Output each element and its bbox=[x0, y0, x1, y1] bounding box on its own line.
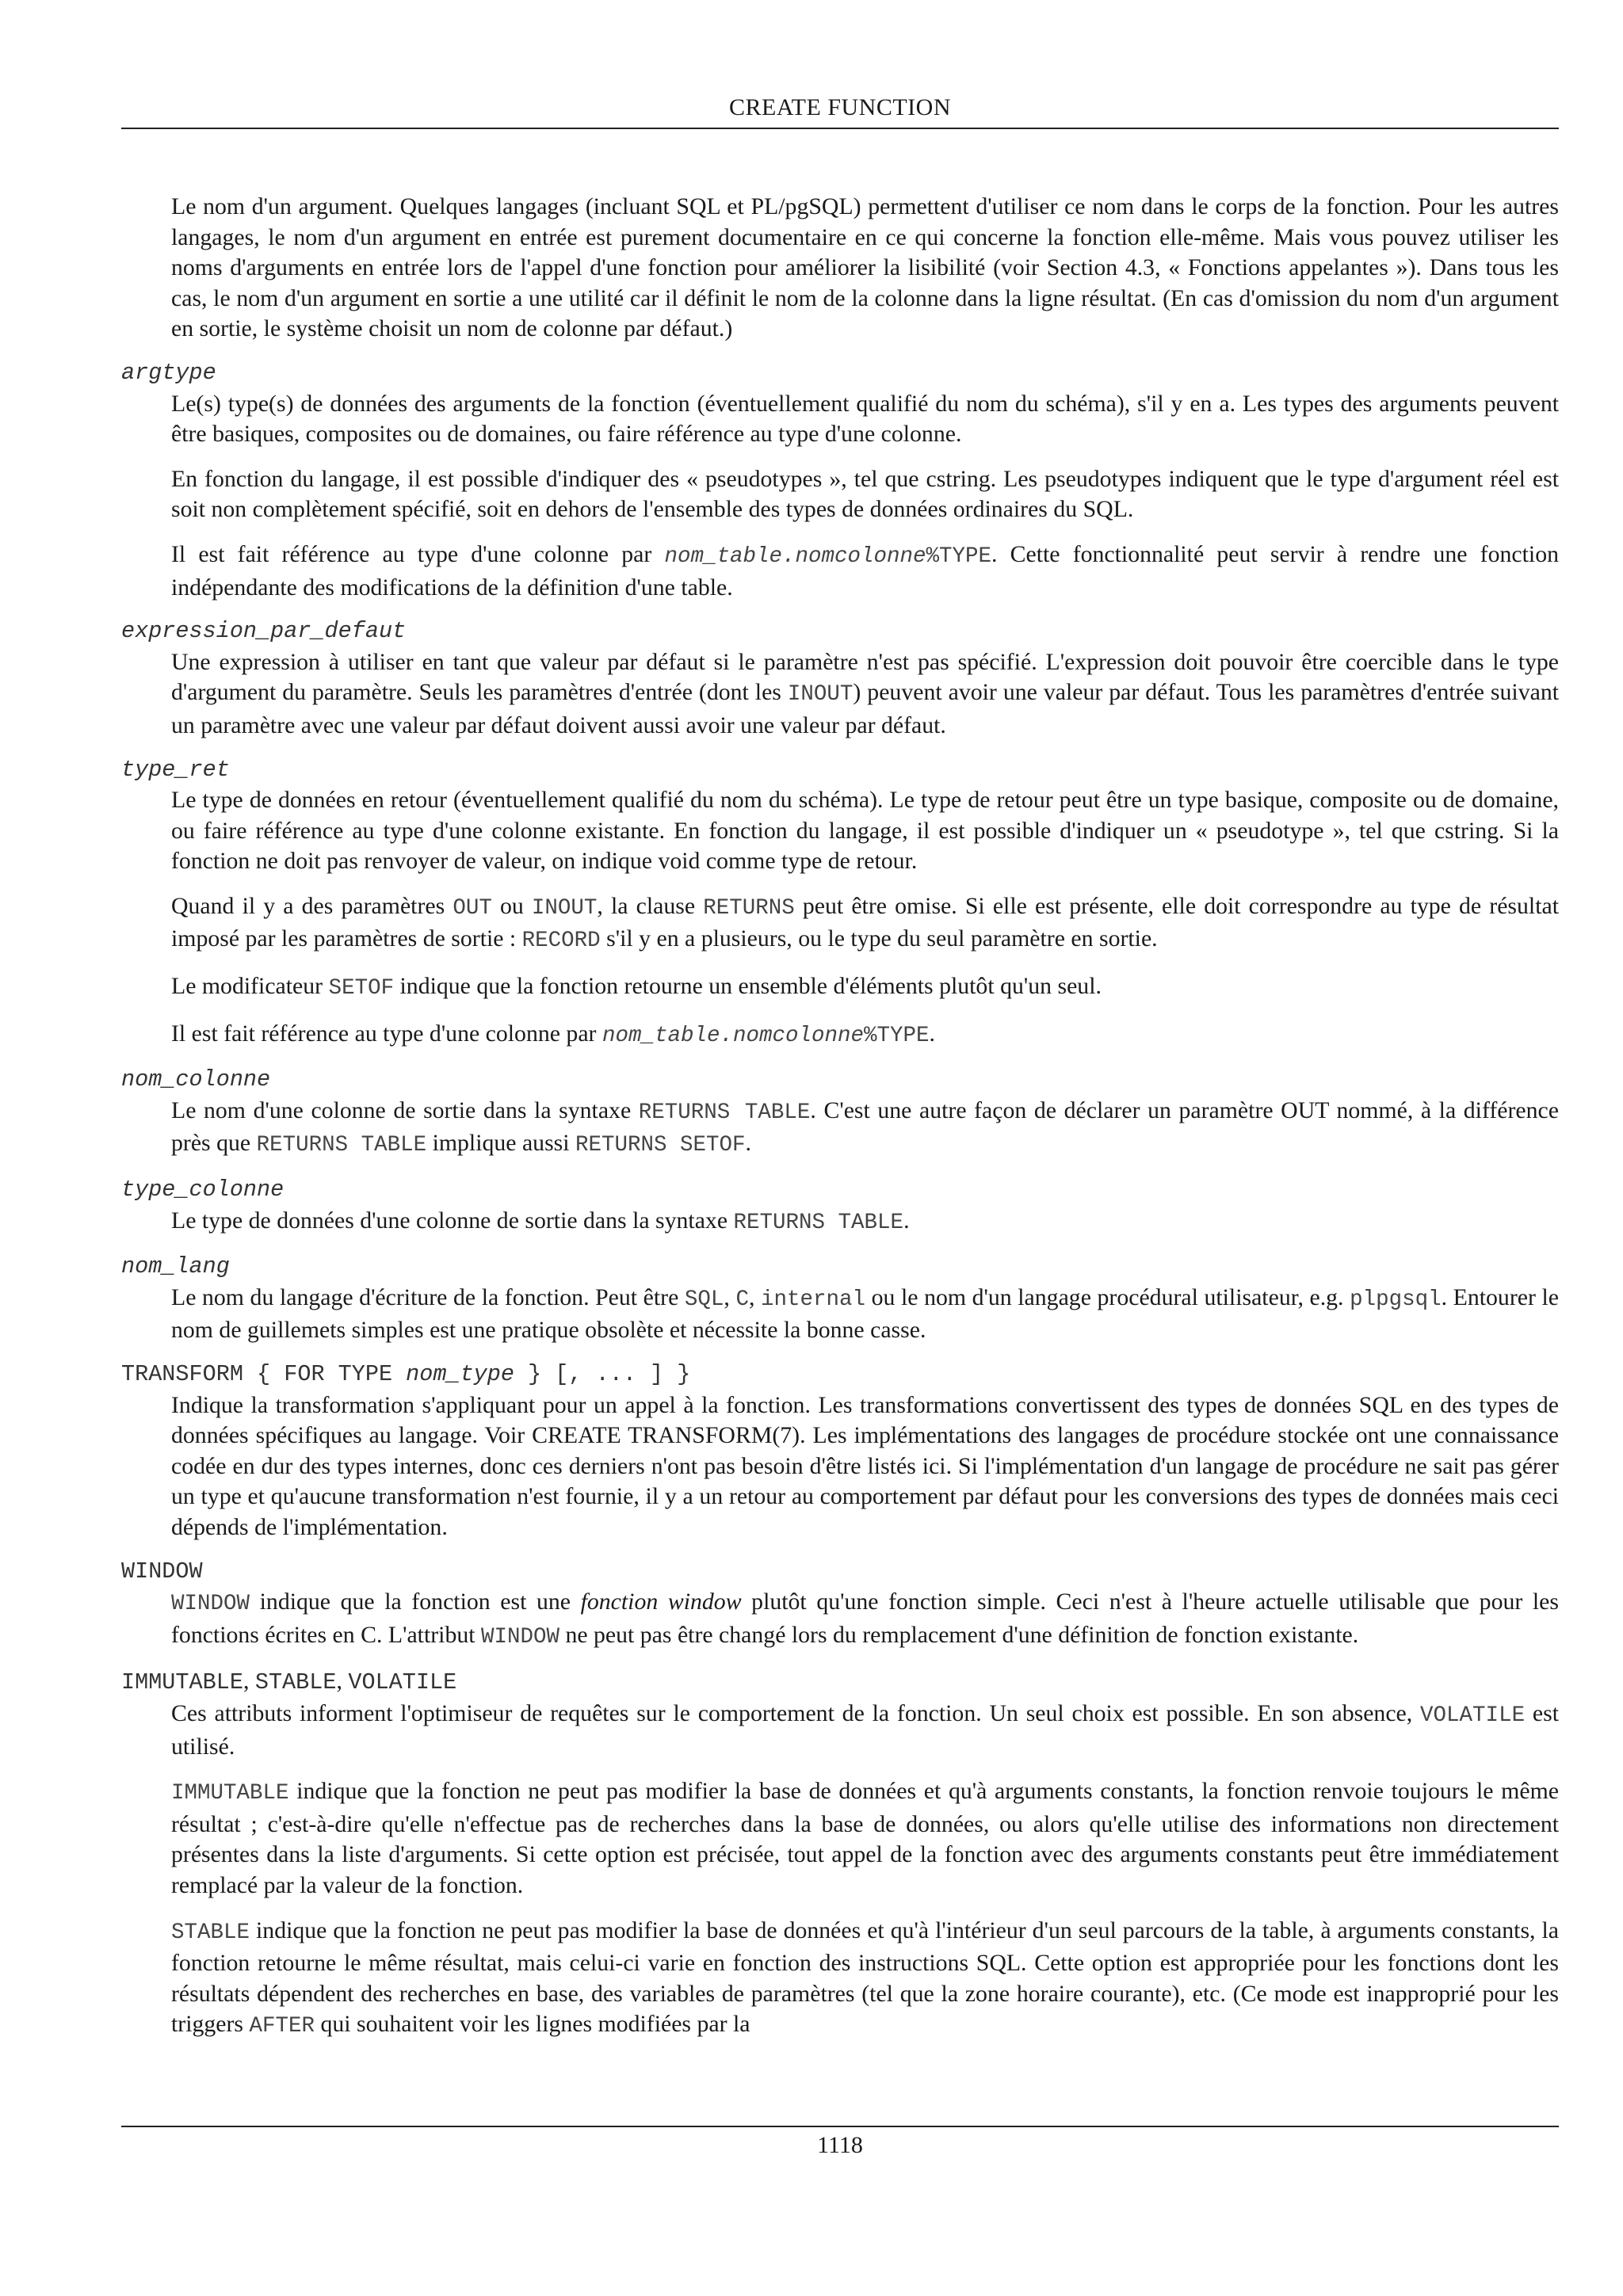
term-nom-lang: nom_lang bbox=[121, 1253, 230, 1280]
paragraph: Quand il y a des paramètres OUT ou INOUT, la clause RETURNS peut être omise. Si elle est présente, elle doit correspondre au type de résultat imposé par les paramètres de sortie : RECORD s'il y en a plusieurs, ou le type du seul paramètre en sortie. bbox=[171, 892, 1559, 954]
page-header: CREATE FUNCTION bbox=[728, 94, 951, 120]
inline-code: RETURNS TABLE bbox=[733, 1210, 904, 1235]
inline-code: INOUT bbox=[531, 895, 598, 921]
page-number: 1118 bbox=[817, 2132, 863, 2158]
term-type-ret: type_ret bbox=[121, 756, 230, 783]
inline-code: AFTER bbox=[249, 2014, 315, 2039]
definition-nom-lang bbox=[171, 1283, 1559, 1346]
paragraph: Le type de données d'une colonne de sortie dans la syntaxe RETURNS TABLE. bbox=[171, 1207, 910, 1235]
inline-code: IMMUTABLE bbox=[171, 1781, 289, 1806]
term-nom-colonne: nom_colonne bbox=[121, 1066, 271, 1093]
term-window: WINDOW bbox=[121, 1558, 203, 1585]
paragraph: Le modificateur SETOF indique que la fonction retourne un ensemble d'éléments plutôt qu'un seul. bbox=[171, 973, 1102, 1001]
term-transform: TRANSFORM { FOR TYPE nom_type } [, ... ] } bbox=[121, 1361, 691, 1387]
inline-code: RETURNS bbox=[703, 895, 795, 921]
inline-code: nom_table.nomcolonne%TYPE bbox=[664, 543, 992, 569]
inline-code: RETURNS TABLE bbox=[256, 1133, 427, 1158]
inline-code: RETURNS TABLE bbox=[638, 1100, 811, 1125]
paragraph: Le(s) type(s) de données des arguments de la fonction (éventuellement qualifié du nom du schéma), s'il y en a. Les types des arguments peuvent être basiques, composites ou de domaines, ou faire référence au type d'une colonne. bbox=[171, 390, 1559, 448]
paragraph: Il est fait référence au type d'une colonne par nom_table.nomcolonne%TYPE. bbox=[171, 1020, 935, 1048]
footer-rule bbox=[121, 2126, 1559, 2127]
definition-nom-colonne bbox=[171, 1096, 1559, 1161]
emphasis: fonction window bbox=[580, 1589, 742, 1615]
definition-type-colonne bbox=[171, 1206, 1559, 1239]
paragraph: Il est fait référence au type d'une colonne par nom_table.nomcolonne%TYPE. Cette fonctionnalité peut servir à rendre une fonction indépendante des modifications de la définition d'une table. bbox=[171, 540, 1559, 601]
definition-volatility bbox=[171, 1699, 1559, 2042]
inline-code: WINDOW bbox=[171, 1592, 250, 1617]
paragraph: STABLE indique que la fonction ne peut pas modifier la base de données et qu'à l'intérieur d'un seul parcours de la table, à arguments constants, la fonction retourne le même résultat, mais celui-ci varie en fonction des instructions SQL. Cette option est appropriée pour les fonctions dont les résultats dépendent des recherches en base, des variables de paramètres (tel que la zone horaire courante), etc. (Ce mode est inapproprié pour les triggers AFTER qui souhaitent voir les lignes modifiées par la bbox=[171, 1917, 1559, 2039]
definition-expression-par-defaut bbox=[171, 647, 1559, 742]
definition-type-ret bbox=[171, 785, 1559, 1051]
inline-code: SQL bbox=[684, 1287, 724, 1312]
inline-code: RECORD bbox=[521, 929, 601, 954]
paragraph: IMMUTABLE indique que la fonction ne peut pas modifier la base de données et qu'à arguments constants, la fonction renvoie toujours le même résultat ; c'est-à-dire qu'elle n'effectue pas de recherches dans la base de données, ou alors qu'elle utilise des informations non directement présentes dans la liste d'arguments. Si cette option est précisée, tout appel de la fonction avec des arguments constants peut être immédiatement remplacé par la valeur de la fonction. bbox=[171, 1778, 1559, 1898]
paragraph: Le nom d'un argument. Quelques langages (incluant SQL et PL/pgSQL) permettent d'utiliser ce nom dans le corps de la fonction. Pour les autres langages, le nom d'un argument en entrée est purement documentaire en ce qui concerne la fonction elle-même. Mais vous pouvez utiliser les noms d'arguments en entrée lors de l'appel d'une fonction pour améliorer la lisibilité (voir Section 4.3, « Fonctions appelantes »). Dans tous les cas, le nom d'un argument en sortie a une utilité car il définit le nom de la colonne dans la ligne résultat. (En cas d'omission du nom d'un argument en sortie, le système choisit un nom de colonne par défaut.) bbox=[171, 193, 1559, 342]
term-expression-par-defaut: expression_par_defaut bbox=[121, 618, 407, 645]
page-content bbox=[121, 192, 1559, 2042]
definition-argtype bbox=[171, 389, 1559, 604]
paragraph: Le nom du langage d'écriture de la fonction. Peut être SQL, C, internal ou le nom d'un langage procédural utilisateur, e.g. plpgsql. Entourer le nom de guillemets simples est une pratique obsolète et nécessite la bonne casse. bbox=[171, 1283, 1559, 1344]
paragraph: Le type de données en retour (éventuellement qualifié du nom du schéma). Le type de retour peut être un type basique, composite ou de domaine, ou faire référence au type d'une colonne existante. En fonction du langage, il est possible d'indiquer un « pseudotype », tel que cstring. Si la fonction ne doit pas renvoyer de valeur, on indique void comme type de retour. bbox=[171, 787, 1559, 875]
inline-code: SETOF bbox=[328, 976, 395, 1001]
inline-code: STABLE bbox=[171, 1920, 250, 1945]
term-volatility: IMMUTABLE, STABLE, VOLATILE bbox=[121, 1668, 457, 1696]
inline-code: RETURNS SETOF bbox=[575, 1133, 746, 1158]
inline-code: WINDOW bbox=[480, 1624, 559, 1650]
paragraph: Indique la transformation s'appliquant pour un appel à la fonction. Les transformations convertissent des types de données SQL en des types de données spécifiques au langage. Voir CREATE TRANSFORM(7). Les implémentations des langages de procédure stockée ont une connaissance codée en dur des types internes, donc ces derniers n'ont pas besoin d'être listés ici. Si l'implémentation d'un langage de procédure ne sait pas gérer un type et qu'aucune transformation n'est fournie, il y a un retour au comportement par défaut pour les conversions des types de données mais ceci dépends de l'implémentation. bbox=[171, 1391, 1559, 1540]
definition-window bbox=[171, 1587, 1559, 1653]
paragraph: En fonction du langage, il est possible d'indiquer des « pseudotypes », tel que cstring. Les pseudotypes indiquent que le type d'argument réel est soit non complètement spécifié, soit en dehors de l'ensemble des types de données ordinaires du SQL. bbox=[171, 465, 1559, 523]
term-type-colonne: type_colonne bbox=[121, 1177, 285, 1203]
inline-code: C bbox=[735, 1287, 749, 1312]
header-rule bbox=[121, 128, 1559, 129]
definition-transform bbox=[171, 1390, 1559, 1543]
paragraph: Ces attributs informent l'optimiseur de requêtes sur le comportement de la fonction. Un seul choix est possible. En son absence, VOLATILE est utilisé. bbox=[171, 1699, 1559, 1760]
paragraph: Une expression à utiliser en tant que valeur par défaut si le paramètre n'est pas spécifié. L'expression doit pouvoir être coercible dans le type d'argument du paramètre. Seuls les paramètres d'entrée (dont les INOUT) peuvent avoir une valeur par défaut. Tous les paramètres d'entrée suivant un paramètre avec une valeur par défaut doivent aussi avoir une valeur par défaut. bbox=[171, 648, 1559, 738]
inline-code: nom_table.nomcolonne%TYPE bbox=[601, 1023, 930, 1048]
paragraph: WINDOW indique que la fonction est une fonction window plutôt qu'une fonction simple. Ceci n'est à l'heure actuelle utilisable que pour les fonctions écrites en C. L'attribut WINDOW ne peut pas être changé lors du remplacement d'une définition de fonction existante. bbox=[171, 1589, 1559, 1650]
paragraph: Le nom d'une colonne de sortie dans la syntaxe RETURNS TABLE. C'est une autre façon de déclarer un paramètre OUT nommé, à la différence près que RETURNS TABLE implique aussi RETURNS SETOF. bbox=[171, 1097, 1559, 1158]
term-argtype: argtype bbox=[121, 359, 216, 386]
inline-code: plpgsql bbox=[1350, 1287, 1442, 1312]
inline-code: OUT bbox=[453, 895, 492, 921]
definition-nom-arg bbox=[171, 192, 1559, 345]
inline-code: INOUT bbox=[787, 682, 854, 707]
inline-code: VOLATILE bbox=[1420, 1703, 1526, 1728]
inline-code: internal bbox=[761, 1287, 866, 1312]
